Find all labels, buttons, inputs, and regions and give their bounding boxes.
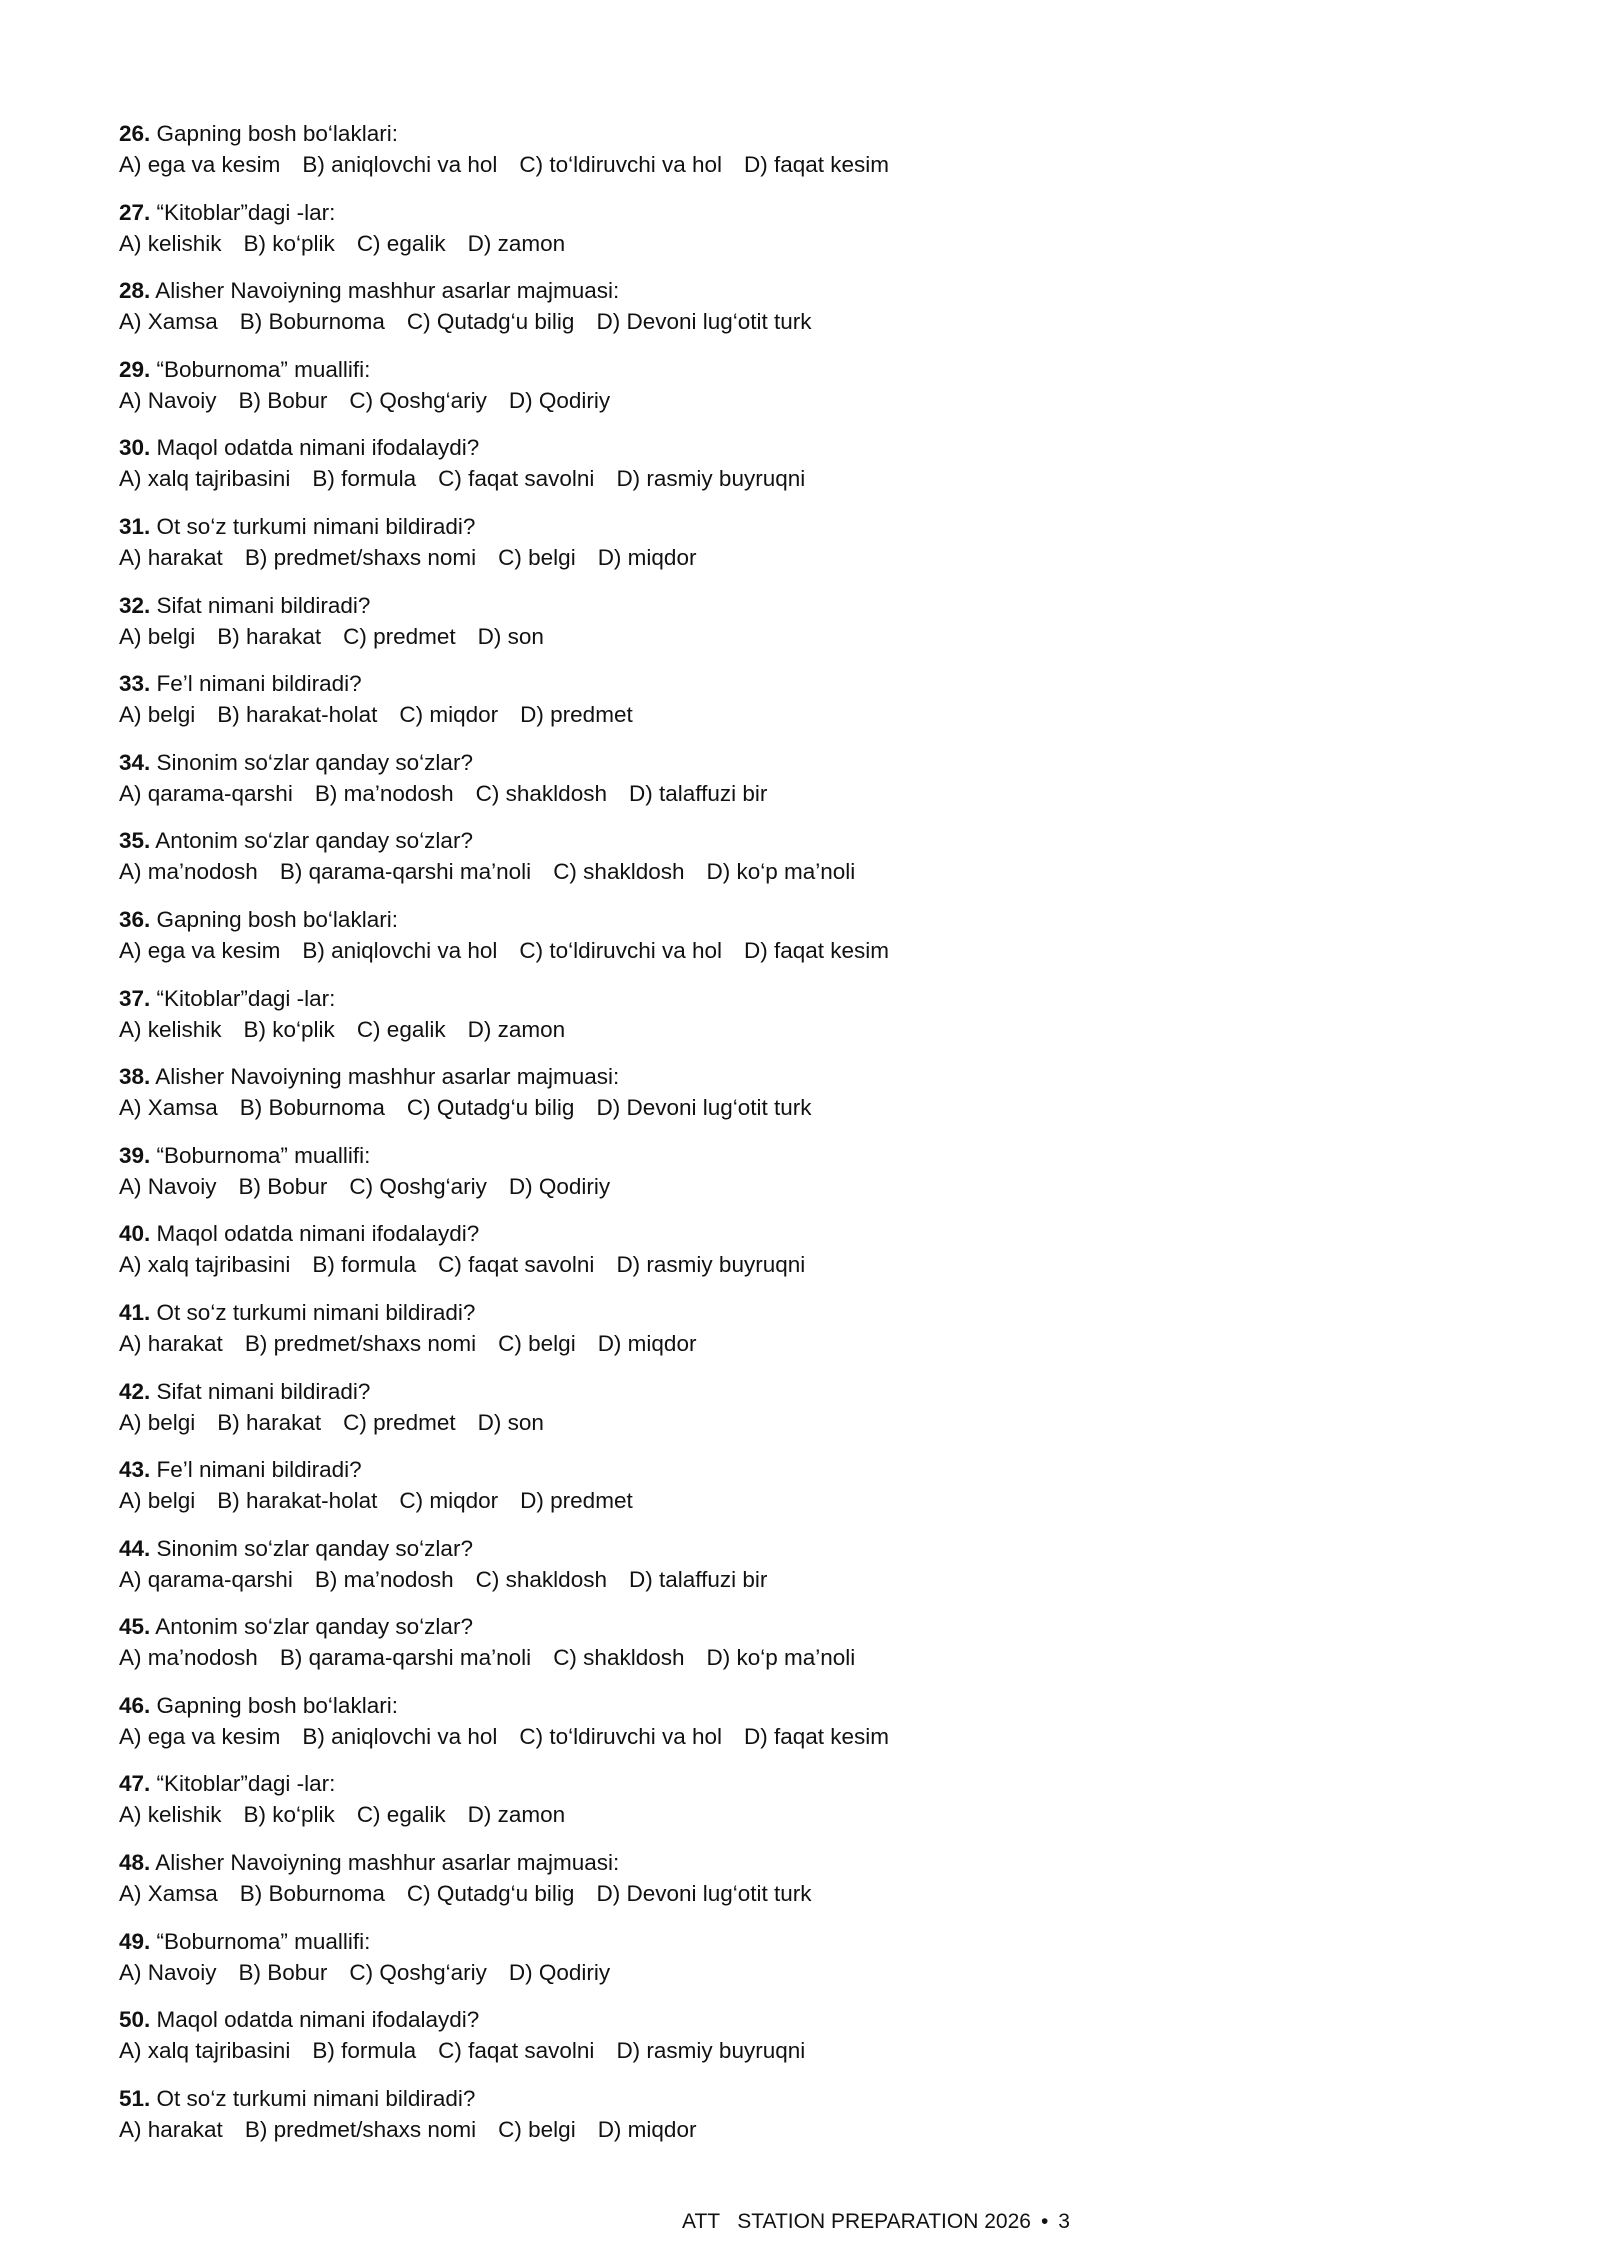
answer-option: D) Qodiriy <box>508 1173 611 1199</box>
answer-option: C) egalik <box>356 230 446 256</box>
question-item <box>119 2083 1479 2162</box>
question-line <box>119 747 1479 778</box>
question-number: 27. <box>119 199 151 225</box>
answer-option: A) Xamsa <box>119 1881 218 1907</box>
answer-option: B) qarama-qarshi ma’noli <box>279 1645 532 1671</box>
question-number: 47. <box>119 1771 151 1797</box>
answer-option: A) qarama-qarshi <box>119 780 293 806</box>
answer-option: B) qarama-qarshi ma’noli <box>279 859 532 885</box>
question-line <box>119 1297 1479 1328</box>
answer-option: D) faqat kesim <box>744 1723 890 1749</box>
question-line <box>119 983 1479 1014</box>
answer-option: D) predmet <box>520 1488 633 1514</box>
question-number: 37. <box>119 985 151 1011</box>
answer-option: A) ega va kesim <box>119 1723 281 1749</box>
question-item <box>119 1533 1479 1612</box>
question-item <box>119 668 1479 747</box>
question-text: Maqol odatda nimani ifodalaydi? <box>156 1221 480 1247</box>
question-text: Fe’l nimani bildiradi? <box>156 671 362 697</box>
question-line <box>119 1533 1479 1564</box>
answer-option: C) Qoshg‘ariy <box>349 1959 487 1985</box>
question-text: Fe’l nimani bildiradi? <box>156 1457 362 1483</box>
question-number: 40. <box>119 1221 151 1247</box>
answer-option: D) son <box>477 623 544 649</box>
answer-option: D) Devoni lug‘otit turk <box>596 309 812 335</box>
answer-option: B) predmet/shaxs nomi <box>244 1330 477 1356</box>
question-number: 33. <box>119 671 151 697</box>
question-item <box>119 1768 1479 1847</box>
answer-option: D) ko‘p ma’noli <box>706 1645 856 1671</box>
answer-option: A) belgi <box>119 702 196 728</box>
question-item <box>119 1690 1479 1769</box>
question-line <box>119 2083 1479 2114</box>
question-line <box>119 511 1479 542</box>
answer-option: C) belgi <box>498 544 576 570</box>
question-number: 26. <box>119 121 151 146</box>
question-item <box>119 747 1479 826</box>
question-line <box>119 1611 1479 1642</box>
answer-options <box>119 1249 1479 1280</box>
answer-option: C) shakldosh <box>475 780 607 806</box>
answer-option: D) faqat kesim <box>744 152 890 177</box>
question-text: “Kitoblar”dagi -lar: <box>156 1771 336 1797</box>
question-item <box>119 275 1479 354</box>
answer-option: A) qarama-qarshi <box>119 1566 293 1592</box>
answer-option: B) harakat-holat <box>217 702 378 728</box>
question-number: 48. <box>119 1850 151 1876</box>
answer-option: C) egalik <box>356 1802 446 1828</box>
question-item <box>119 1611 1479 1690</box>
answer-option: B) Boburnoma <box>239 1095 385 1121</box>
page-number: 3 <box>1058 2210 1070 2233</box>
answer-option: A) ega va kesim <box>119 152 281 177</box>
answer-option: C) shakldosh <box>553 1645 685 1671</box>
answer-option: A) kelishik <box>119 1016 222 1042</box>
question-text: Sinonim so‘zlar qanday so‘zlar? <box>156 749 473 775</box>
question-item <box>119 983 1479 1062</box>
answer-option: D) ko‘p ma’noli <box>706 859 856 885</box>
question-text: “Kitoblar”dagi -lar: <box>156 199 336 225</box>
answer-option: D) Qodiriy <box>508 387 611 413</box>
answer-option: C) egalik <box>356 1016 446 1042</box>
answer-option: B) aniqlovchi va hol <box>302 1723 498 1749</box>
answer-options <box>119 1407 1479 1438</box>
answer-option: C) belgi <box>498 2116 576 2142</box>
question-line <box>119 432 1479 463</box>
question-line <box>119 1140 1479 1171</box>
answer-option: B) harakat-holat <box>217 1488 378 1514</box>
answer-option: C) shakldosh <box>553 859 685 885</box>
question-line <box>119 1454 1479 1485</box>
answer-option: C) Qutadg‘u bilig <box>406 309 575 335</box>
answer-option: A) belgi <box>119 1488 196 1514</box>
answer-option: B) harakat <box>217 1409 322 1435</box>
question-number: 35. <box>119 828 151 854</box>
question-item <box>119 354 1479 433</box>
question-text: Maqol odatda nimani ifodalaydi? <box>156 435 480 461</box>
answer-option: D) zamon <box>467 230 566 256</box>
question-line <box>119 668 1479 699</box>
answer-option: B) aniqlovchi va hol <box>302 152 498 177</box>
answer-option: C) faqat savolni <box>438 466 595 492</box>
answer-options <box>119 228 1479 259</box>
answer-options <box>119 699 1479 730</box>
answer-option: D) talaffuzi bir <box>628 1566 768 1592</box>
question-item <box>119 1847 1479 1926</box>
answer-option: B) ko‘plik <box>243 1016 335 1042</box>
question-text: Sinonim so‘zlar qanday so‘zlar? <box>156 1535 473 1561</box>
question-item <box>119 432 1479 511</box>
answer-option: C) to‘ldiruvchi va hol <box>519 1723 722 1749</box>
answer-option: D) miqdor <box>597 544 697 570</box>
question-item <box>119 590 1479 669</box>
question-item <box>119 2004 1479 2083</box>
question-number: 30. <box>119 435 151 461</box>
answer-option: A) kelishik <box>119 1802 222 1828</box>
answer-option: A) xalq tajribasini <box>119 1252 291 1278</box>
question-text: Alisher Navoiyning mashhur asarlar majmuasi: <box>155 278 620 304</box>
question-item <box>119 197 1479 276</box>
question-text: Alisher Navoiyning mashhur asarlar majmuasi: <box>155 1850 620 1876</box>
question-number: 31. <box>119 513 151 539</box>
question-item <box>119 825 1479 904</box>
answer-option: B) formula <box>312 2038 417 2064</box>
answer-options <box>119 1642 1479 1673</box>
question-text: Ot so‘z turkumi nimani bildiradi? <box>156 513 476 539</box>
answer-option: C) Qoshg‘ariy <box>349 1173 487 1199</box>
question-number: 32. <box>119 592 151 618</box>
question-number: 28. <box>119 278 151 304</box>
answer-options <box>119 1328 1479 1359</box>
answer-option: A) harakat <box>119 2116 223 2142</box>
answer-option: B) predmet/shaxs nomi <box>244 544 477 570</box>
answer-option: B) Bobur <box>238 1959 328 1985</box>
answer-option: B) ma’nodosh <box>314 780 454 806</box>
question-text: Ot so‘z turkumi nimani bildiradi? <box>156 2085 476 2111</box>
question-line <box>119 1847 1479 1878</box>
answer-options <box>119 935 1479 966</box>
answer-options <box>119 2035 1479 2066</box>
answer-option: B) Boburnoma <box>239 1881 385 1907</box>
answer-option: C) Qutadg‘u bilig <box>406 1095 575 1121</box>
answer-option: A) ma’nodosh <box>119 859 258 885</box>
answer-option: C) predmet <box>343 1409 456 1435</box>
answer-option: A) harakat <box>119 1330 223 1356</box>
question-line <box>119 825 1479 856</box>
question-number: 46. <box>119 1692 151 1718</box>
answer-option: C) miqdor <box>399 702 499 728</box>
answer-option: D) faqat kesim <box>744 937 890 963</box>
answer-option: D) talaffuzi bir <box>628 780 768 806</box>
question-line <box>119 197 1479 228</box>
question-number: 36. <box>119 906 151 932</box>
answer-option: B) Bobur <box>238 1173 328 1199</box>
answer-option: C) faqat savolni <box>438 2038 595 2064</box>
answer-options <box>119 2114 1479 2145</box>
answer-option: A) xalq tajribasini <box>119 466 291 492</box>
answer-option: D) zamon <box>467 1016 566 1042</box>
question-line <box>119 1926 1479 1957</box>
answer-option: C) Qutadg‘u bilig <box>406 1881 575 1907</box>
question-item <box>119 1140 1479 1219</box>
question-text: Gapning bosh bo‘laklari: <box>156 1692 398 1718</box>
question-number: 39. <box>119 1142 151 1168</box>
answer-option: B) aniqlovchi va hol <box>302 937 498 963</box>
answer-options <box>119 778 1479 809</box>
answer-option: B) Boburnoma <box>239 309 385 335</box>
question-item <box>119 1926 1479 2005</box>
question-number: 38. <box>119 1064 151 1090</box>
answer-option: B) ko‘plik <box>243 1802 335 1828</box>
question-item <box>119 1376 1479 1455</box>
answer-options <box>119 1957 1479 1988</box>
question-number: 45. <box>119 1614 151 1640</box>
answer-options <box>119 621 1479 652</box>
answer-option: A) Xamsa <box>119 1095 218 1121</box>
answer-option: C) to‘ldiruvchi va hol <box>519 937 722 963</box>
question-number: 51. <box>119 2085 151 2111</box>
question-text: Sifat nimani bildiradi? <box>156 592 371 618</box>
answer-options <box>119 1799 1479 1830</box>
question-list <box>119 118 1479 2161</box>
answer-option: D) rasmiy buyruqni <box>616 1252 806 1278</box>
answer-option: D) rasmiy buyruqni <box>616 466 806 492</box>
answer-option: D) Qodiriy <box>508 1959 611 1985</box>
answer-options <box>119 306 1479 337</box>
answer-options <box>119 463 1479 494</box>
question-text: Ot so‘z turkumi nimani bildiradi? <box>156 1299 476 1325</box>
answer-option: C) miqdor <box>399 1488 499 1514</box>
answer-option: A) ega va kesim <box>119 937 281 963</box>
answer-option: D) son <box>477 1409 544 1435</box>
answer-option: D) rasmiy buyruqni <box>616 2038 806 2064</box>
answer-option: B) formula <box>312 466 417 492</box>
question-number: 29. <box>119 356 151 382</box>
question-number: 50. <box>119 2007 151 2033</box>
question-number: 43. <box>119 1457 151 1483</box>
answer-options <box>119 1878 1479 1909</box>
answer-option: A) harakat <box>119 544 223 570</box>
answer-options <box>119 385 1479 416</box>
answer-option: A) ma’nodosh <box>119 1645 258 1671</box>
answer-option: A) Navoiy <box>119 387 217 413</box>
question-text: “Boburnoma” muallifi: <box>156 1928 371 1954</box>
answer-option: D) miqdor <box>597 2116 697 2142</box>
answer-option: B) formula <box>312 1252 417 1278</box>
question-line <box>119 1690 1479 1721</box>
page-footer <box>0 2208 1600 2236</box>
question-item <box>119 511 1479 590</box>
answer-options <box>119 1721 1479 1752</box>
answer-option: A) Xamsa <box>119 309 218 335</box>
question-line <box>119 904 1479 935</box>
question-item <box>119 1454 1479 1533</box>
question-line <box>119 275 1479 306</box>
question-line <box>119 1061 1479 1092</box>
question-line <box>119 590 1479 621</box>
footer-title: ATT STATION PREPARATION 2026 <box>682 2210 1031 2233</box>
answer-option: C) faqat savolni <box>438 1252 595 1278</box>
answer-options <box>119 149 1479 180</box>
answer-option: B) predmet/shaxs nomi <box>244 2116 477 2142</box>
question-number: 34. <box>119 749 151 775</box>
question-line <box>119 1218 1479 1249</box>
answer-option: C) predmet <box>343 623 456 649</box>
question-text: Antonim so‘zlar qanday so‘zlar? <box>155 1614 473 1640</box>
question-number: 49. <box>119 1928 151 1954</box>
question-item <box>119 1061 1479 1140</box>
question-text: “Boburnoma” muallifi: <box>156 356 371 382</box>
question-item <box>119 1218 1479 1297</box>
answer-options <box>119 1092 1479 1123</box>
question-line <box>119 1768 1479 1799</box>
answer-option: A) kelishik <box>119 230 222 256</box>
question-text: “Kitoblar”dagi -lar: <box>156 985 336 1011</box>
question-item <box>119 118 1479 197</box>
answer-option: D) predmet <box>520 702 633 728</box>
answer-option: A) Navoiy <box>119 1959 217 1985</box>
answer-options <box>119 542 1479 573</box>
answer-options <box>119 856 1479 887</box>
question-number: 41. <box>119 1299 151 1325</box>
question-text: Alisher Navoiyning mashhur asarlar majmuasi: <box>155 1064 620 1090</box>
question-number: 44. <box>119 1535 151 1561</box>
question-text: Gapning bosh bo‘laklari: <box>156 121 398 146</box>
question-line <box>119 354 1479 385</box>
question-text: Gapning bosh bo‘laklari: <box>156 906 398 932</box>
answer-options <box>119 1171 1479 1202</box>
answer-option: B) ko‘plik <box>243 230 335 256</box>
answer-option: D) Devoni lug‘otit turk <box>596 1881 812 1907</box>
question-text: Antonim so‘zlar qanday so‘zlar? <box>155 828 473 854</box>
question-text: Maqol odatda nimani ifodalaydi? <box>156 2007 480 2033</box>
answer-options <box>119 1485 1479 1516</box>
answer-option: C) Qoshg‘ariy <box>349 387 487 413</box>
answer-options <box>119 1014 1479 1045</box>
question-line <box>119 2004 1479 2035</box>
question-item <box>119 1297 1479 1376</box>
question-text: Sifat nimani bildiradi? <box>156 1378 371 1404</box>
question-line <box>119 118 1479 149</box>
footer-separator: • <box>1040 2210 1049 2233</box>
answer-option: A) belgi <box>119 623 196 649</box>
answer-option: A) belgi <box>119 1409 196 1435</box>
answer-options <box>119 1564 1479 1595</box>
answer-option: C) shakldosh <box>475 1566 607 1592</box>
answer-option: C) belgi <box>498 1330 576 1356</box>
answer-option: A) Navoiy <box>119 1173 217 1199</box>
answer-option: D) zamon <box>467 1802 566 1828</box>
answer-option: B) ma’nodosh <box>314 1566 454 1592</box>
answer-option: A) xalq tajribasini <box>119 2038 291 2064</box>
answer-option: C) to‘ldiruvchi va hol <box>519 152 722 177</box>
answer-option: B) Bobur <box>238 387 328 413</box>
answer-option: B) harakat <box>217 623 322 649</box>
question-line <box>119 1376 1479 1407</box>
question-item <box>119 904 1479 983</box>
question-number: 42. <box>119 1378 151 1404</box>
answer-option: D) Devoni lug‘otit turk <box>596 1095 812 1121</box>
question-text: “Boburnoma” muallifi: <box>156 1142 371 1168</box>
answer-option: D) miqdor <box>597 1330 697 1356</box>
